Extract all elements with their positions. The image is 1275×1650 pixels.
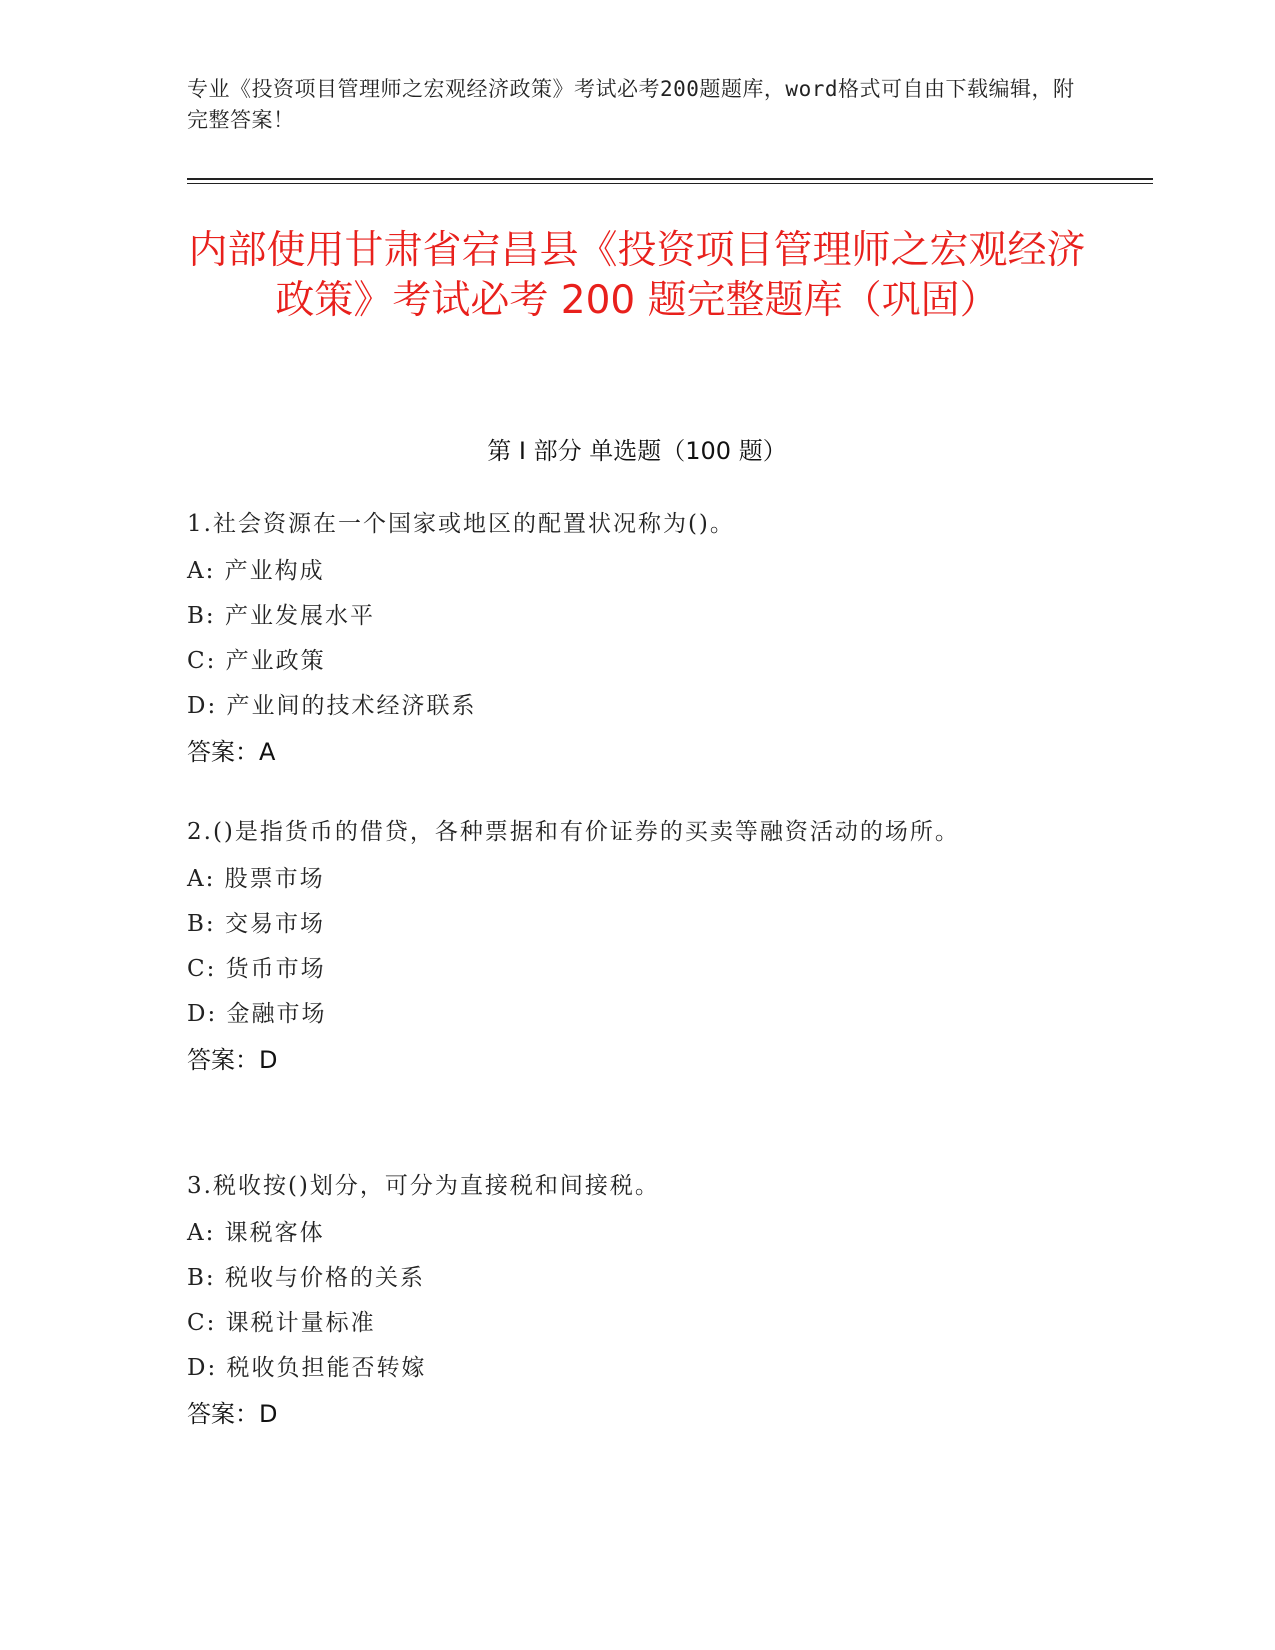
option-a: A: 产业构成 [187,558,325,584]
header-divider-thick [187,178,1153,180]
option-d: D: 金融市场 [187,1001,327,1027]
question-3 [187,1162,1087,1437]
option-b: B: 税收与价格的关系 [187,1265,425,1291]
option-b: B: 产业发展水平 [187,603,375,629]
option-c: C: 货币市场 [187,956,326,982]
option-c: C: 课税计量标准 [187,1310,376,1336]
option-b: B: 交易市场 [187,911,325,937]
header-note: 专业《投资项目管理师之宏观经济政策》考试必考200题题库，word格式可自由下载编辑，附完整答案！ [187,77,1075,132]
header-divider-thin [187,183,1153,184]
option-d: D: 产业间的技术经济联系 [187,693,477,719]
answer: 答案：D [187,1046,278,1074]
answer: 答案：A [187,738,276,766]
option-d: D: 税收负担能否转嫁 [187,1355,427,1381]
option-a: A: 课税客体 [187,1220,325,1246]
option-a: A: 股票市场 [187,866,325,892]
question-stem: 3.税收按()划分，可分为直接税和间接税。 [187,1173,660,1199]
question-stem: 1.社会资源在一个国家或地区的配置状况称为()。 [187,511,735,537]
document-title: 内部使用甘肃省宕昌县《投资项目管理师之宏观经济政策》考试必考 200 题完整题库（巩固） [188,228,1086,323]
answer: 答案：D [187,1400,278,1428]
question-2 [187,808,1087,1083]
question-stem: 2.()是指货币的借贷，各种票据和有价证券的买卖等融资活动的场所。 [187,819,960,845]
option-c: C: 产业政策 [187,648,326,674]
section-title: 第 I 部分 单选题（100 题） [487,437,787,465]
question-1 [187,500,1087,775]
